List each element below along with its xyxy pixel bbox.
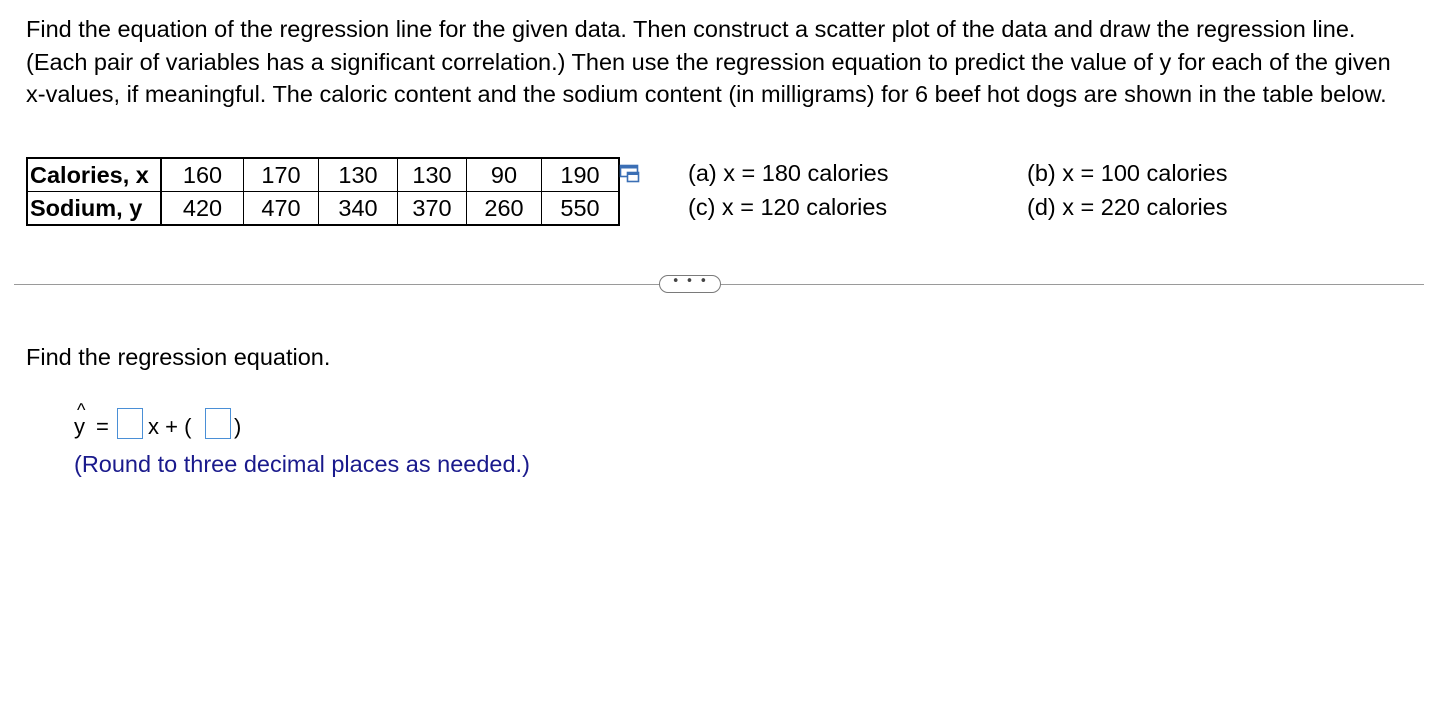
x-plus-text: x + ( — [148, 414, 192, 439]
problem-statement: Find the equation of the regression line for the given data. Then construct a scatter plot of the data and draw the regression line. (Each pair of variables has a significant correlation.) Then use the regression equation to predict the value of y for each of the given x-values, if meaningful. The caloric content and the sodium content (in milligrams) for 6 beef hot dogs are shown in the table below. — [26, 16, 1391, 107]
table-cell: 130 — [319, 158, 398, 192]
question-prompt: Find the regression equation. — [26, 344, 331, 370]
row-label-sodium: Sodium, y — [27, 192, 161, 226]
expand-more-button[interactable]: • • • — [659, 275, 721, 293]
table-cell: 550 — [542, 192, 620, 226]
y-variable: y — [74, 414, 85, 439]
rounding-hint: (Round to three decimal places as needed.) — [74, 451, 530, 477]
table-cell: 260 — [467, 192, 542, 226]
table-cell: 420 — [161, 192, 244, 226]
table-cell: 340 — [319, 192, 398, 226]
table-cell: 130 — [398, 158, 467, 192]
row-label-calories: Calories, x — [27, 158, 161, 192]
table-cell: 370 — [398, 192, 467, 226]
part-c-label: (c) x = 120 calories — [688, 194, 888, 220]
part-a-label: (a) x = 180 calories — [688, 160, 889, 186]
table-cell: 170 — [244, 158, 319, 192]
close-paren: ) — [234, 414, 242, 439]
data-table — [26, 157, 620, 226]
slope-answer-box[interactable] — [117, 408, 143, 439]
table-cell: 470 — [244, 192, 319, 226]
part-d-label: (d) x = 220 calories — [1027, 194, 1228, 220]
hat-accent: ^ — [77, 400, 86, 420]
intercept-answer-box[interactable] — [205, 408, 231, 439]
equals-sign: = — [96, 414, 109, 439]
copy-to-clipboard-icon[interactable] — [619, 164, 645, 184]
table-cell: 190 — [542, 158, 620, 192]
table-row-calories — [27, 158, 619, 192]
table-cell: 90 — [467, 158, 542, 192]
table-row-sodium — [27, 192, 619, 226]
table-cell: 160 — [161, 158, 244, 192]
part-b-label: (b) x = 100 calories — [1027, 160, 1228, 186]
